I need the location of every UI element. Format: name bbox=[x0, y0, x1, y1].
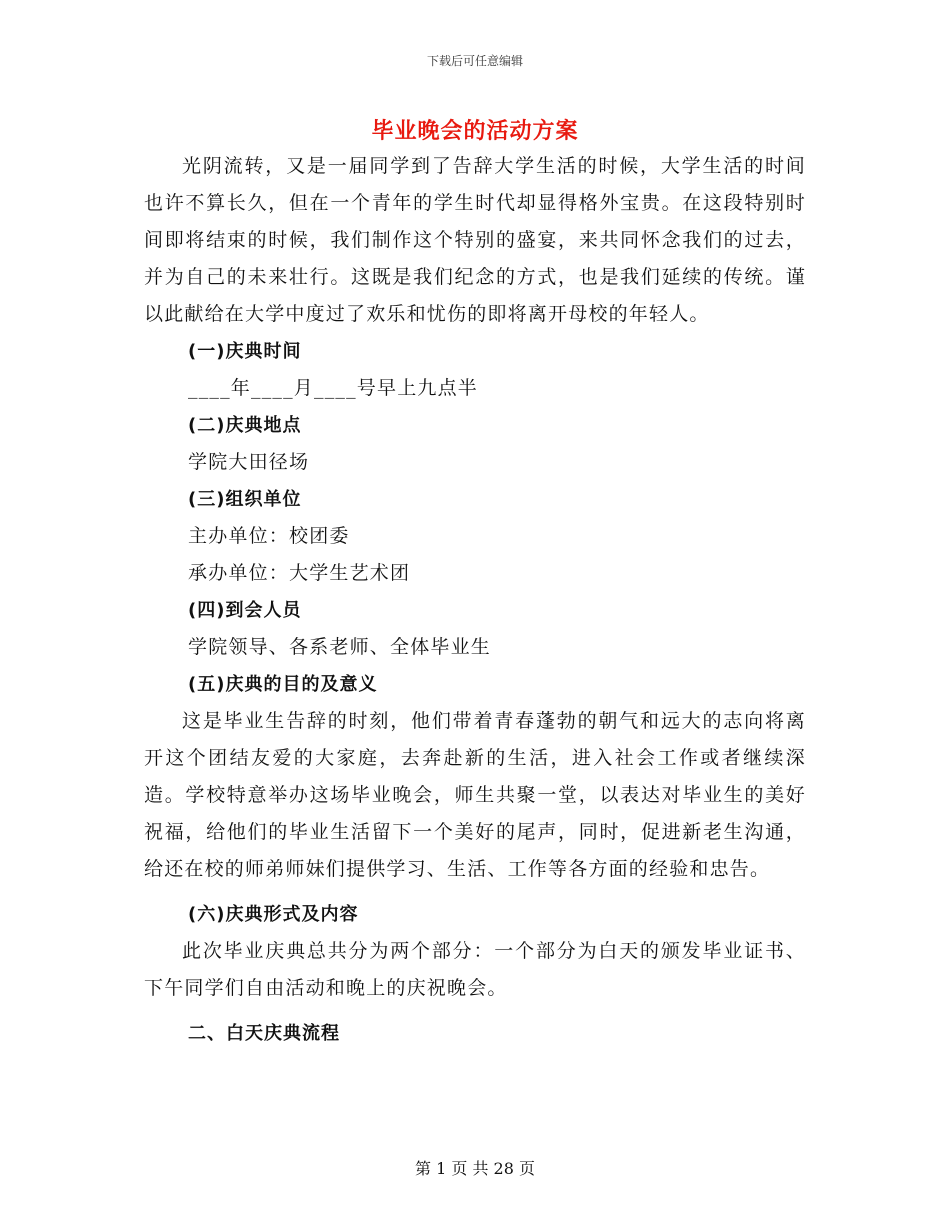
format-paragraph: 此次毕业庆典总共分为两个部分：一个部分为白天的颁发毕业证书、下午同学们自由活动和晚上的庆祝晚会。 bbox=[144, 940, 806, 999]
org-host-line: 主办单位：校团委 bbox=[188, 525, 350, 547]
time-line: ____年____月____号早上九点半 bbox=[188, 377, 479, 399]
section-heading-org: (三)组织单位 bbox=[188, 489, 302, 510]
section-heading-attendees: (四)到会人员 bbox=[188, 600, 302, 621]
document-title: 毕业晚会的活动方案 bbox=[371, 118, 579, 144]
header-note: 下载后可任意编辑 bbox=[426, 54, 523, 68]
section-heading-time: (一)庆典时间 bbox=[188, 341, 302, 362]
purpose-paragraph: 这是毕业生告辞的时刻，他们带着青春蓬勃的朝气和远大的志向将离开这个团结友爱的大家庭，去奔赴新的生活，进入社会工作或者继续深造。学校特意举办这场毕业晚会，师生共聚一堂，以表达对毕业生的美好祝福，给他们的毕业生活留下一个美好的尾声，同时，促进新老生沟通，给还在校的师弟师妹们提供学习、生活、工作等各方面的经验和忠告。 bbox=[144, 710, 806, 880]
document-body bbox=[144, 148, 806, 1052]
section-heading-format: (六)庆典形式及内容 bbox=[188, 904, 359, 925]
section-heading-purpose: (五)庆典的目的及意义 bbox=[188, 674, 378, 695]
section-heading-place: (二)庆典地点 bbox=[188, 415, 302, 436]
page-number: 第 1 页 共 28 页 bbox=[415, 1159, 535, 1178]
intro-paragraph: 光阴流转，又是一届同学到了告辞大学生活的时候，大学生活的时间也许不算长久，但在一个青年的学生时代却显得格外宝贵。在这段特别时间即将结束的时候，我们制作这个特别的盛宴，来共同怀念我们的过去，并为自己的未来壮行。这既是我们纪念的方式，也是我们延续的传统。谨以此献给在大学中度过了欢乐和忧伤的即将离开母校的年轻人。 bbox=[144, 155, 806, 325]
place-line: 学院大田径场 bbox=[188, 451, 310, 473]
section-heading-day: 二、白天庆典流程 bbox=[188, 1023, 340, 1044]
attendees-line: 学院领导、各系老师、全体毕业生 bbox=[188, 636, 492, 658]
org-undertaker-line: 承办单位：大学生艺术团 bbox=[188, 562, 411, 584]
